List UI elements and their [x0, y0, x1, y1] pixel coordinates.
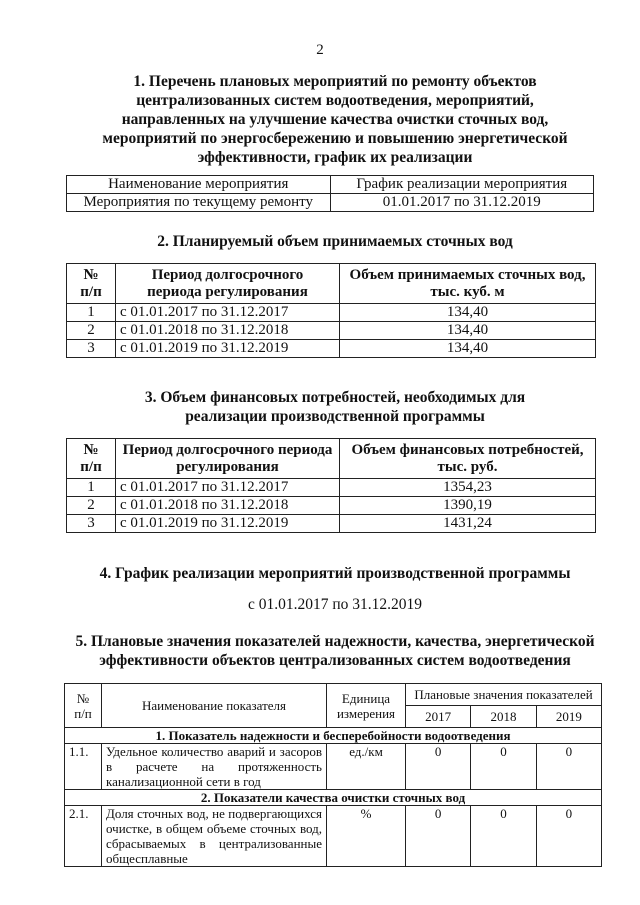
table-row — [67, 497, 596, 515]
header-planned-values: Плановые значения показателей — [406, 684, 602, 706]
title-line: 3. Объем финансовых потребностей, необходимых для — [144, 389, 526, 406]
row-value: 1354,23 — [340, 479, 596, 497]
title-line: 1. Перечень плановых мероприятий по ремонту объектов — [133, 73, 537, 90]
header-year: 2019 — [536, 706, 601, 728]
header-volume: Объем принимаемых сточных вод, тыс. куб. м — [340, 264, 596, 304]
row-value: 1431,24 — [340, 515, 596, 533]
header-activity-name: Наименование мероприятия — [67, 176, 331, 194]
row-period: с 01.01.2018 по 31.12.2018 — [116, 322, 340, 340]
row-num: 1.1. — [65, 744, 102, 790]
header-num: № п/п — [67, 439, 116, 479]
row-num: 1 — [67, 479, 116, 497]
row-value: 134,40 — [340, 304, 596, 322]
header-year: 2017 — [406, 706, 471, 728]
row-indicator-name: Доля сточных вод, не подвергающихся очистке, в общем объеме сточных вод, сбрасываемых в централизованные общесплавные — [102, 806, 327, 867]
row-value: 0 — [536, 744, 601, 790]
row-value: 134,40 — [340, 340, 596, 358]
row-num: 2.1. — [65, 806, 102, 867]
section4-title: 4. График реализации мероприятий производственной программы — [99, 565, 571, 582]
activity-name-cell: Мероприятия по текущему ремонту — [67, 194, 331, 212]
activities-table — [66, 175, 594, 212]
row-unit: % — [327, 806, 406, 867]
section2-title: 2. Планируемый объем принимаемых сточных вод — [157, 233, 513, 250]
title-line: эффективности, график их реализации — [197, 149, 473, 166]
row-num: 1 — [67, 304, 116, 322]
row-value: 0 — [406, 806, 471, 867]
table-row — [65, 806, 602, 867]
title-line: эффективности объектов централизованных систем водоотведения — [99, 652, 571, 669]
section5-title — [40, 632, 630, 670]
row-num: 3 — [67, 515, 116, 533]
header-indicator-name: Наименование показателя — [102, 684, 327, 728]
table-row — [67, 340, 596, 358]
table-row — [67, 304, 596, 322]
row-value: 0 — [406, 744, 471, 790]
row-period: с 01.01.2018 по 31.12.2018 — [116, 497, 340, 515]
table-row — [67, 515, 596, 533]
header-unit: Единица измерения — [327, 684, 406, 728]
header-num: № п/п — [67, 264, 116, 304]
title-line: направленных на улучшение качества очистки сточных вод, — [121, 111, 549, 128]
row-num: 2 — [67, 322, 116, 340]
wastewater-volume-table — [66, 263, 596, 358]
title-line: централизованных систем водоотведения, мероприятий, — [136, 92, 534, 109]
title-line: 5. Плановые значения показателей надежности, качества, энергетической — [75, 633, 595, 650]
section4-period: с 01.01.2017 по 31.12.2019 — [247, 596, 423, 613]
row-num: 2 — [67, 497, 116, 515]
header-schedule: График реализации мероприятия — [330, 176, 594, 194]
row-period: с 01.01.2017 по 31.12.2017 — [116, 304, 340, 322]
row-period: с 01.01.2017 по 31.12.2017 — [116, 479, 340, 497]
header-amount: Объем финансовых потребностей, тыс. руб. — [340, 439, 596, 479]
activity-schedule-cell: 01.01.2017 по 31.12.2019 — [330, 194, 594, 212]
header-num: № п/п — [65, 684, 102, 728]
row-indicator-name: Удельное количество аварий и засоров в расчете на протяженность канализационной сети в год — [102, 744, 327, 790]
row-value: 1390,19 — [340, 497, 596, 515]
group-title: 1. Показатель надежности и бесперебойности водоотведения — [65, 728, 602, 744]
header-year: 2018 — [471, 706, 536, 728]
row-value: 0 — [536, 806, 601, 867]
row-value: 134,40 — [340, 322, 596, 340]
title-line: мероприятий по энергосбережению и повышению энергетической — [102, 130, 568, 147]
row-unit: ед./км — [327, 744, 406, 790]
row-period: с 01.01.2019 по 31.12.2019 — [116, 515, 340, 533]
row-period: с 01.01.2019 по 31.12.2019 — [116, 340, 340, 358]
table-row — [67, 479, 596, 497]
header-period: Период долгосрочного периода регулирования — [116, 264, 340, 304]
section1-title — [40, 72, 630, 167]
row-value: 0 — [471, 806, 536, 867]
page-number: 2 — [316, 42, 324, 58]
section3-title — [40, 388, 630, 426]
group-title: 2. Показатели качества очистки сточных вод — [65, 790, 602, 806]
table-row — [67, 322, 596, 340]
table-row — [65, 744, 602, 790]
row-value: 0 — [471, 744, 536, 790]
financial-needs-table — [66, 438, 596, 533]
title-line: реализации производственной программы — [185, 408, 485, 425]
header-period: Период долгосрочного периода регулирования — [116, 439, 340, 479]
row-num: 3 — [67, 340, 116, 358]
indicators-table — [64, 683, 602, 867]
